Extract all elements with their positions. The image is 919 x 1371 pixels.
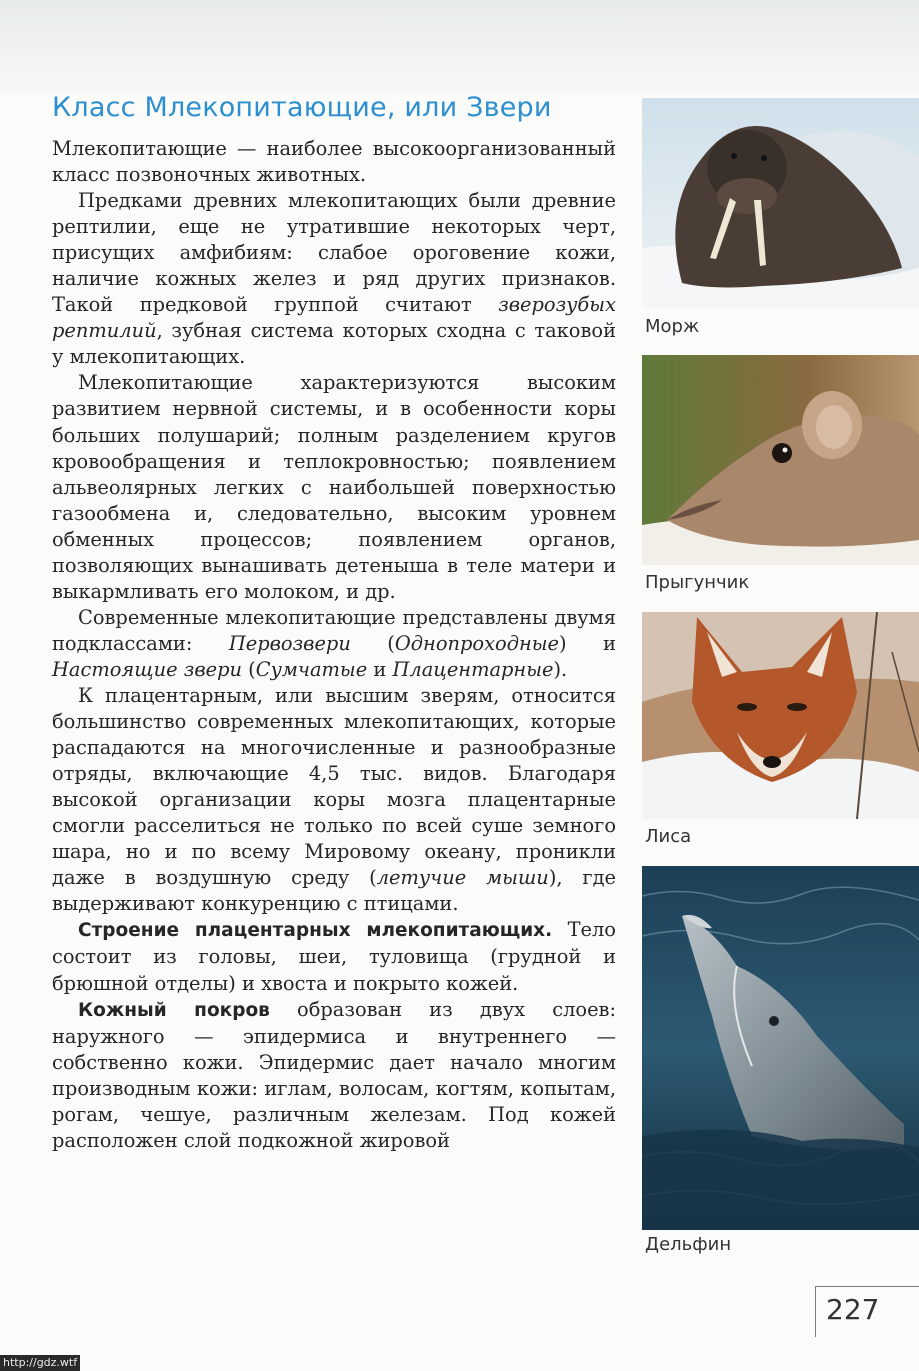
subheading-structure: Строение плацентарных млекопитающих. <box>78 920 553 942</box>
page-top-band <box>0 0 919 95</box>
paragraph-4: Современные млекопитающие представлены двумя подклассами: Первозвери (Однопроходные) и Настоящие звери (Сумчатые и Плацентарные). <box>52 605 616 681</box>
subheading-skin: Кожный покров <box>78 999 270 1021</box>
fox-caption: Лиса <box>645 826 692 847</box>
walrus-caption: Морж <box>645 316 700 337</box>
dolphin-photo <box>642 866 919 1230</box>
elephant-shrew-photo <box>642 355 919 565</box>
page-number: 227 <box>826 1293 880 1326</box>
section-title: Класс Млекопитающие, или Звери <box>52 92 552 123</box>
paragraph-1: Млекопитающие — наиболее высокоорганизованный класс позвоночных животных. <box>52 137 616 187</box>
paragraph-2: Предками древних млекопитающих были древние рептилии, еще не утратившие некоторых черт, присущих амфибиям: слабое ороговение кожи, наличие кожных желез и ряд других признаков. Такой предковой группой считают зверозубых рептилий, зубная система которых сходна с таковой у млекопитающих. <box>52 189 616 369</box>
elephant-shrew-caption: Прыгунчик <box>645 572 750 593</box>
paragraph-5: К плацентарным, или высшим зверям, относится большинство современных млекопитающих, которые распадаются на многочисленные и разнообразные отряды, включающие 4,5 тыс. видов. Благодаря высокой организации коры мозга плацентарные смогли расселиться не только по всей суше земного шара, но и по всему Мировому океану, проникли даже в воздушную среду (летучие мыши), где выдерживают конкуренцию с птицами. <box>52 683 617 916</box>
fox-photo <box>642 612 919 819</box>
paragraph-3: Млекопитающие характеризуются высоким развитием нервной системы, и в особенности коры больших полушарий; полным разделением кругов кровообращения и теплокровностью; появлением альвеолярных легких с наибольшей поверхностью газообмена и, следовательно, высоким уровнем обменных процессов; появлением органов, позволяющих вынашивать детеныша в теле матери и выкармливать его молоком, и др. <box>52 371 616 603</box>
page-number-box <box>815 1286 919 1337</box>
paragraph-6: Строение плацентарных млекопитающих. Тело состоит из головы, шеи, туловища (грудной и брюшной отделы) и хвоста и покрыто кожей. <box>52 918 616 995</box>
body-text <box>52 136 616 1154</box>
watermark: http://gdz.wtf <box>0 1355 80 1371</box>
dolphin-caption: Дельфин <box>645 1234 732 1255</box>
paragraph-7: Кожный покров образован из двух слоев: наружного — эпидермиса и внутреннего — собственно кожи. Эпидермис дает начало многим производным кожи: иглам, волосам, когтям, копытам, рогам, чешуе, различным железам. Под кожей расположен слой подкожной жировой <box>52 997 616 1152</box>
walrus-photo <box>642 98 919 308</box>
